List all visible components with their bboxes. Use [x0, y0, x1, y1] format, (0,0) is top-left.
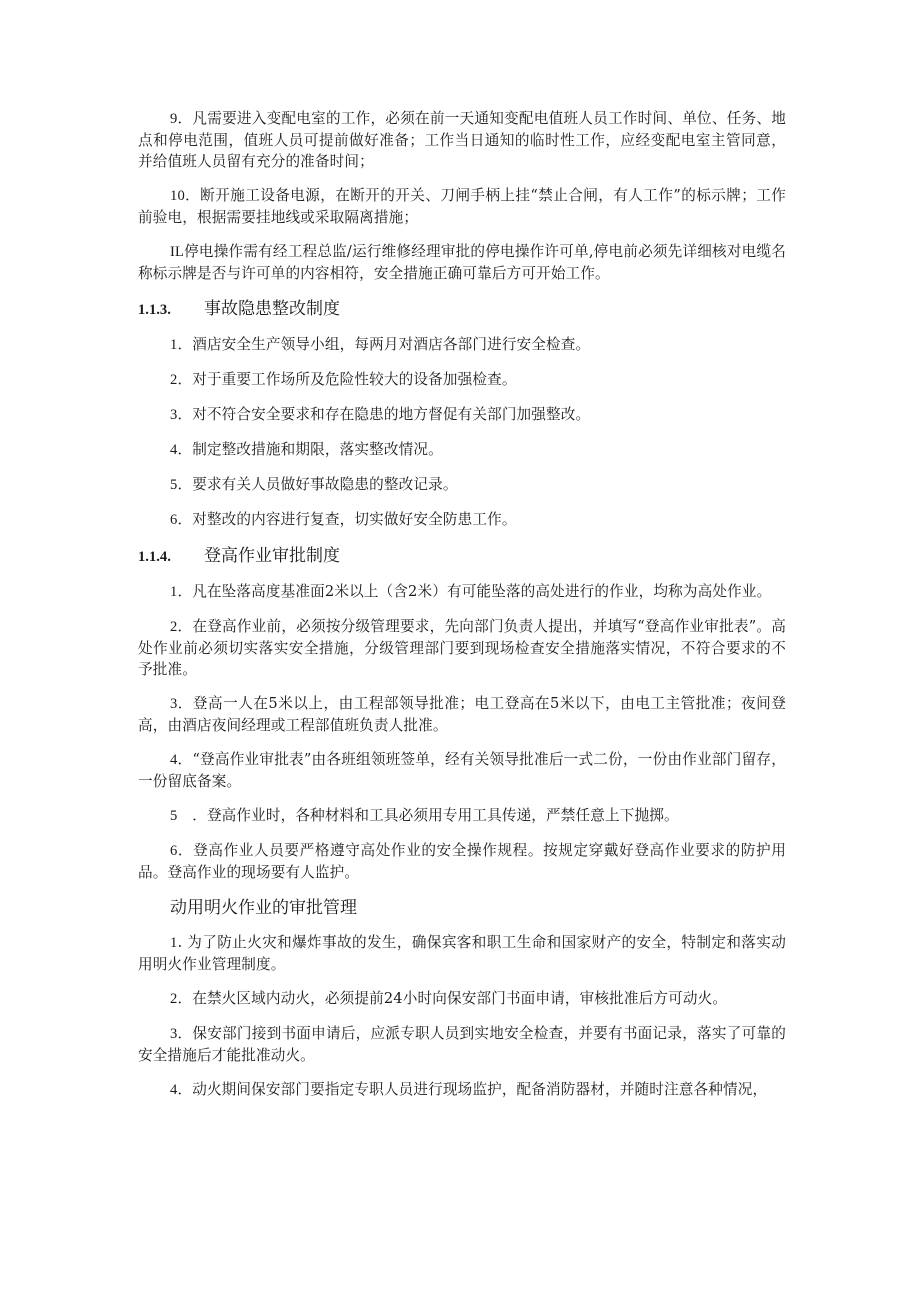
list-item: 5．要求有关人员做好事故隐患的整改记录。	[170, 476, 458, 493]
section-title: 登高作业审批制度	[204, 546, 340, 566]
list-item: 5 ．登高作业时，各种材料和工具必须用专用工具传递，严禁任意上下抛掷。	[170, 807, 679, 824]
list-item: 1．酒店安全生产领导小组，每两月对酒店各部门进行安全检查。	[170, 336, 591, 353]
list-item: 4．动火期间保安部门要指定专职人员进行现场监护，配备消防器材，并随时注意各种情况，	[170, 1081, 768, 1098]
section-number: 1.1.4.	[138, 549, 171, 565]
list-item: 3．登高一人在5米以上，由工程部领导批准；电工登高在5米以下，由电工主管批准；夜间登高，由酒店夜间经理或工程部值班负责人批准。	[138, 695, 786, 734]
list-item: 2．对于重要工作场所及危险性较大的设备加强检查。	[170, 371, 517, 388]
list-item: 3．保安部门接到书面申请后，应派专职人员到实地安全检查，并要有书面记录，落实了可靠的安全措施后才能批准动火。	[138, 1025, 786, 1064]
list-item: 3．对不符合安全要求和存在隐患的地方督促有关部门加强整改。	[170, 406, 591, 423]
document-body	[138, 108, 786, 1114]
paragraph-item-10: 10．断开施工设备电源，在断开的开关、刀闸手柄上挂“禁止合闸，有人工作”的标示牌；工作前验电，根据需要挂地线或采取隔离措施；	[138, 187, 786, 226]
section-title: 事故隐患整改制度	[204, 299, 340, 319]
list-item: 1．凡在坠落高度基准面2米以上（含2米）有可能坠落的高处进行的作业，均称为高处作业。	[170, 583, 772, 600]
section-title: 动用明火作业的审批管理	[170, 898, 357, 918]
section-heading-hazard-rectification	[138, 297, 786, 322]
section-number: 1.1.3.	[138, 302, 171, 318]
list-item: 4．“登高作业审批表”由各班组领班签单，经有关领导批准后一式二份，一份由作业部门留存，一份留底备案。	[138, 751, 786, 790]
section-heading-work-at-height	[138, 544, 786, 569]
paragraph-item-11: IL停电操作需有经工程总监/运行维修经理审批的停电操作许可单,停电前必须先详细核对电缆名称标示牌是否与许可单的内容相符，安全措施正确可靠后方可开始工作。	[138, 243, 786, 282]
list-item: 6．对整改的内容进行复查，切实做好安全防患工作。	[170, 511, 517, 528]
section-heading-open-flame	[138, 896, 786, 920]
paragraph-item-9: 9．凡需要进入变配电室的工作，必须在前一天通知变配电值班人员工作时间、单位、任务、地点和停电范围，值班人员可提前做好准备；工作当日通知的临时性工作，应经变配电室主管同意，并给值班人员留有充分的准备时间；	[138, 110, 786, 170]
list-item: 4．制定整改措施和期限，落实整改情况。	[170, 441, 443, 458]
list-item: 1. 为了防止火灾和爆炸事故的发生，确保宾客和职工生命和国家财产的安全，特制定和落实动用明火作业管理制度。	[138, 934, 786, 973]
list-item: 2．在禁火区域内动火，必须提前24小时向保安部门书面申请，审核批准后方可动火。	[170, 990, 728, 1007]
list-item: 6．登高作业人员要严格遵守高处作业的安全操作规程。按规定穿戴好登高作业要求的防护用品。登高作业的现场要有人监护。	[138, 842, 786, 881]
list-item: 2．在登高作业前，必须按分级管理要求，先向部门负责人提出，并填写“登高作业审批表”。高处作业前必须切实落实安全措施，分级管理部门要到现场检查安全措施落实情况，不符合要求的不予批准。	[138, 618, 786, 678]
